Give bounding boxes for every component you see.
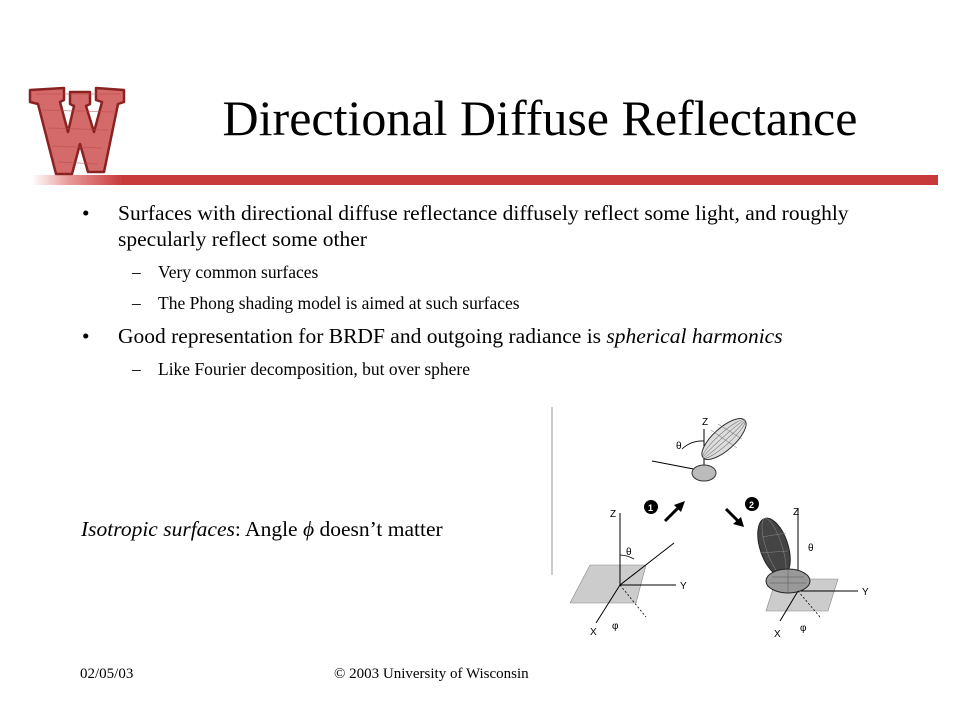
phi-symbol: ϕ bbox=[302, 517, 315, 541]
y-label: Y bbox=[862, 587, 869, 598]
phi-label: φ bbox=[612, 621, 619, 632]
bullet-list bbox=[80, 200, 920, 389]
bullet-item bbox=[80, 200, 920, 252]
step-1-label: 1 bbox=[648, 503, 654, 513]
x-label: X bbox=[774, 629, 781, 640]
bullet-icon: • bbox=[82, 201, 90, 225]
isotropic-text: : Angle bbox=[234, 517, 303, 541]
wisconsin-w-logo-icon bbox=[24, 70, 128, 182]
sub-bullet-item bbox=[80, 261, 920, 283]
bottom-left-diagram bbox=[570, 509, 687, 638]
slide-title: Directional Diffuse Reflectance bbox=[222, 90, 858, 146]
step-arrows bbox=[644, 497, 759, 527]
sub-bullet-text: Very common surfaces bbox=[158, 262, 319, 282]
isotropic-tail: doesn’t matter bbox=[314, 517, 443, 541]
isotropic-emphasis: Isotropic surfaces bbox=[81, 517, 235, 541]
sub-bullet-item bbox=[80, 292, 920, 314]
bullet-icon: • bbox=[82, 324, 90, 348]
z-label: Z bbox=[702, 417, 709, 428]
bullet-emphasis: spherical harmonics bbox=[606, 324, 783, 348]
dash-icon: – bbox=[132, 359, 141, 379]
bullet-text: Good representation for BRDF and outgoing radiance is bbox=[118, 324, 607, 348]
sub-bullet-text: The Phong shading model is aimed at such surfaces bbox=[158, 293, 520, 313]
top-lobe-diagram bbox=[652, 412, 752, 481]
theta-label: θ bbox=[808, 543, 814, 554]
sub-bullet-text: Like Fourier decomposition, but over sphere bbox=[158, 359, 471, 379]
brdf-lobe-figure bbox=[548, 405, 910, 645]
bullet-item bbox=[80, 323, 920, 349]
bullet-text: Surfaces with directional diffuse reflectance diffusely reflect some light, and roughly specularly reflect some other bbox=[118, 201, 849, 251]
bottom-right-diagram bbox=[751, 507, 869, 640]
z-label: Z bbox=[610, 509, 617, 520]
isotropic-note bbox=[81, 517, 443, 542]
dash-icon: – bbox=[132, 293, 141, 313]
x-label: X bbox=[590, 627, 597, 638]
theta-label: θ bbox=[676, 441, 682, 452]
footer-copyright: © 2003 University of Wisconsin bbox=[334, 666, 529, 682]
z-label: Z bbox=[793, 507, 800, 518]
footer-date: 02/05/03 bbox=[80, 666, 134, 682]
step-2-label: 2 bbox=[749, 500, 755, 510]
phi-label: φ bbox=[800, 623, 807, 634]
title-divider bbox=[32, 175, 938, 185]
dash-icon: – bbox=[132, 262, 141, 282]
theta-label: θ bbox=[626, 547, 632, 558]
y-label: Y bbox=[680, 581, 687, 592]
sub-bullet-item bbox=[80, 358, 920, 380]
